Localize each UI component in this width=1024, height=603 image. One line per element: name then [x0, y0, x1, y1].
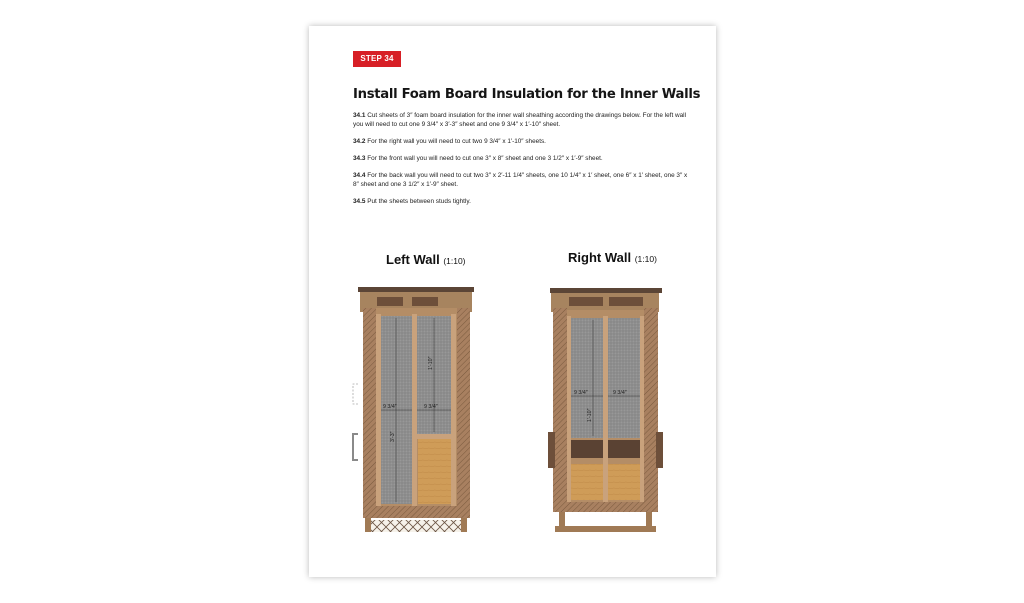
- right-post: [457, 308, 470, 508]
- dim-label: 3′-3″: [390, 431, 396, 442]
- instruction-number: 34.3: [353, 154, 366, 162]
- left-post: [553, 308, 567, 504]
- dim-label: 9 3/4″: [613, 390, 627, 396]
- instruction-item: [353, 155, 693, 164]
- nogging: [417, 434, 451, 439]
- instruction-text: For the back wall you will need to cut two 3″ x 2′-11 1/4″ sheets, one 10 1/4″ x 1′ sheet, one 6″ x 1′ sheet, one 3″ x 8″ sheet and one 3 1/2″ x 1′-9″ sheet.: [353, 172, 688, 188]
- stud: [376, 314, 381, 506]
- instruction-text: For the front wall you will need to cut one 3″ x 8″ sheet and one 3 1/2″ x 1′-9″ sheet.: [367, 154, 603, 162]
- instruction-item: [353, 112, 693, 129]
- instruction-number: 34.2: [353, 137, 366, 145]
- header-block: [609, 297, 643, 306]
- right-post: [644, 308, 658, 504]
- left-wall-drawing: [350, 284, 476, 532]
- page-title: Install Foam Board Insulation for the Inner Walls: [353, 87, 701, 102]
- step-badge: STEP 34: [353, 51, 401, 67]
- handle-icon: [353, 434, 358, 460]
- dim-label: 1′-10″: [428, 356, 434, 370]
- dim-label: 9 3/4″: [383, 404, 397, 410]
- bottom-plate: [363, 506, 470, 518]
- instruction-number: 34.4: [353, 172, 366, 180]
- dim-label: 9 3/4″: [424, 404, 438, 410]
- instruction-text: Put the sheets between studs tightly.: [367, 197, 471, 205]
- stud: [412, 314, 417, 506]
- left-wall-title: Left Wall: [386, 252, 440, 267]
- leg: [365, 518, 371, 532]
- stud: [567, 316, 571, 504]
- side-trim: [548, 432, 555, 468]
- instruction-number: 34.5: [353, 197, 366, 205]
- plywood-panel: [608, 464, 640, 500]
- right-wall-scale: (1:10): [634, 254, 657, 264]
- roof-edge: [358, 287, 474, 292]
- bottom-plate: [553, 502, 658, 512]
- instruction-item: [353, 138, 693, 147]
- stud: [451, 314, 456, 506]
- base-skid: [555, 526, 656, 532]
- hinge-outline: [353, 384, 358, 404]
- right-wall-drawing: [547, 288, 667, 532]
- leg: [461, 518, 467, 532]
- instructions: [353, 112, 693, 215]
- side-trim: [656, 432, 663, 468]
- plywood-panel: [418, 439, 451, 504]
- foam-sheet-right: [608, 318, 640, 438]
- left-wall-scale: (1:10): [443, 256, 466, 266]
- header-block: [569, 297, 603, 306]
- instruction-text: For the right wall you will need to cut two 9 3/4″ x 1′-10″ sheets.: [367, 137, 546, 145]
- right-wall-caption: [568, 250, 657, 265]
- right-wall-title: Right Wall: [568, 250, 632, 265]
- header-block: [377, 297, 403, 306]
- header-block: [412, 297, 438, 306]
- stud: [640, 316, 644, 504]
- left-post: [363, 308, 376, 508]
- instruction-item: [353, 198, 693, 207]
- left-wall-caption: [386, 252, 466, 267]
- dark-band: [571, 440, 603, 458]
- instruction-number: 34.1: [353, 112, 366, 119]
- leg: [559, 512, 565, 528]
- stud: [603, 316, 608, 504]
- leg: [646, 512, 652, 528]
- dim-label: 1′-10″: [587, 408, 593, 422]
- lattice-base: [369, 520, 463, 532]
- instruction-page: [309, 26, 716, 577]
- plywood-panel: [571, 464, 603, 500]
- dim-label: 9 3/4″: [574, 390, 588, 396]
- dark-band: [608, 440, 640, 458]
- instruction-item: [353, 172, 693, 189]
- instruction-text: Cut sheets of 3″ foam board insulation for the inner wall sheathing according the drawings below. For the left wall you will need to cut one 9 3/4″ x 3′-3″ sheet and one 9 3/4″ x 1′-10″ sheet.: [353, 112, 687, 128]
- roof-edge: [550, 288, 662, 293]
